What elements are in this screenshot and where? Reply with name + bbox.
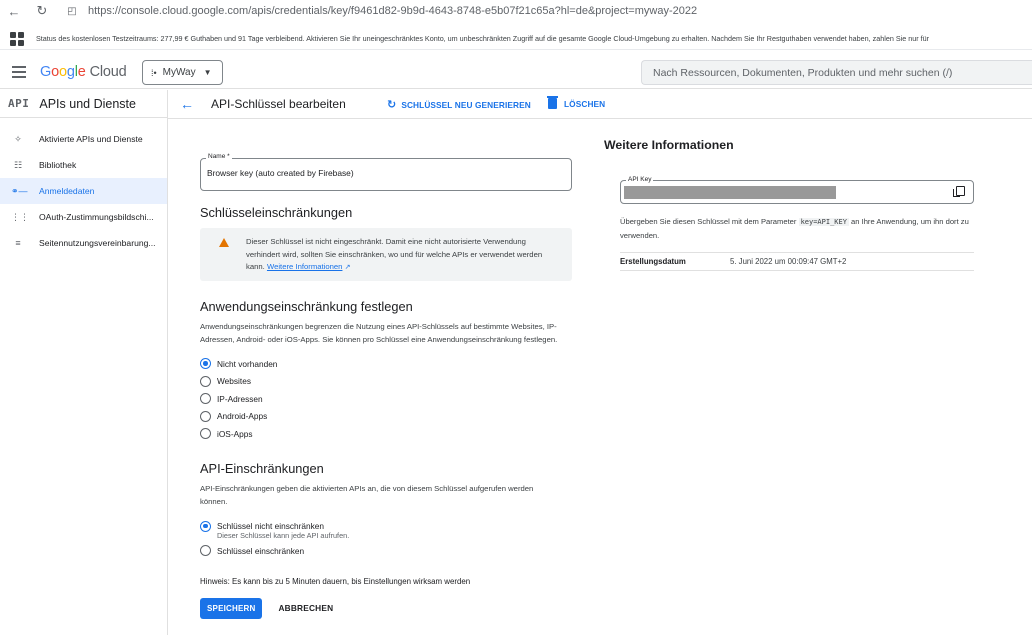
trial-status-text: Status des kostenlosen Testzeitraums: 277,99 € Guthaben und 91 Tage verbleibend. Aktivieren Sie Ihr uneingeschränktes Konto, um unbeschränkten Zugriff auf die gesamte Google Cloud-Umgebung zu erhalten. Nachdem Sie Ihr Restguthaben verwendet haben, zahlen Sie nur für — [36, 34, 930, 43]
form-actions — [200, 598, 572, 619]
application-restriction-options — [200, 355, 572, 443]
api-key-parameter: key=API_KEY — [800, 218, 847, 226]
info-heading: Weitere Informationen — [604, 138, 734, 152]
edit-key-form — [200, 148, 572, 619]
api-option-restrict[interactable]: Schlüssel einschränken — [200, 542, 572, 560]
api-key-label: API Key — [628, 176, 652, 183]
regenerate-key-button[interactable]: ↻ SCHLÜSSEL NEU GENERIEREN — [387, 99, 531, 111]
external-link-icon: ↗ — [344, 264, 351, 271]
api-logo-icon: API — [8, 97, 30, 110]
trash-icon — [548, 98, 557, 109]
radio-selected[interactable] — [200, 521, 211, 532]
radio[interactable] — [200, 428, 211, 439]
console-header — [0, 56, 1032, 89]
app-option-websites[interactable]: Websites — [200, 373, 572, 391]
sidebar-item-page-usage[interactable]: ≡ Seitennutzungsvereinbarung... — [0, 230, 167, 256]
back-icon[interactable]: ← — [7, 3, 21, 19]
app-option-none[interactable]: Nicht vorhanden — [200, 355, 572, 373]
menu-icon[interactable] — [12, 66, 26, 78]
api-key-field — [620, 176, 974, 204]
enabled-apis-icon: ✧ — [14, 133, 22, 144]
oauth-icon: ⋮⋮ — [11, 211, 29, 222]
project-name: MyWay — [162, 67, 196, 78]
cancel-button[interactable]: ABBRECHEN — [278, 603, 334, 613]
radio[interactable] — [200, 393, 211, 404]
apps-grid-icon — [10, 32, 24, 46]
lock-icon[interactable]: ◰ — [67, 5, 77, 17]
name-field[interactable] — [200, 153, 572, 191]
api-restriction-options — [200, 518, 572, 560]
masked-api-key — [624, 186, 836, 199]
browser-toolbar — [0, 0, 1032, 22]
sidebar-item-credentials[interactable]: ⚭— Anmeldedaten — [0, 178, 167, 204]
application-restriction-description: Anwendungseinschränkungen begrenzen die Nutzung eines API-Schlüssels auf bestimmte Websites, IP-Adressen, Android- oder iOS-Apps. Sie können pro Schlüssel eine Anwendungseinschränkung festlegen. — [200, 322, 558, 344]
google-cloud-logo[interactable]: Google Cloud — [40, 64, 127, 80]
radio[interactable] — [200, 545, 211, 556]
delete-button[interactable]: LÖSCHEN — [548, 98, 605, 109]
name-label: Name * — [208, 153, 230, 160]
name-input[interactable] — [207, 168, 562, 178]
copy-icon[interactable] — [956, 186, 965, 196]
search-box[interactable] — [641, 60, 1032, 85]
sidebar — [0, 90, 168, 635]
sidebar-header — [0, 90, 167, 118]
address-bar[interactable]: https://console.cloud.google.com/apis/credentials/key/f9461d82-9b9d-4643-8748-e5b07f21c65a?hl=de&project=myway-2022 — [88, 5, 698, 17]
creation-date-value: 5. Juni 2022 um 00:09:47 GMT+2 — [730, 257, 847, 266]
project-selector[interactable] — [142, 60, 223, 85]
radio-selected[interactable] — [200, 358, 211, 369]
back-arrow-icon[interactable]: ← — [180, 96, 194, 112]
app-option-ios[interactable]: iOS-Apps — [200, 425, 572, 443]
reload-icon[interactable]: ↻ — [36, 3, 48, 18]
api-option-unrestricted-hint: Dieser Schlüssel kann jede API aufrufen. — [217, 531, 350, 540]
search-input[interactable] — [653, 67, 1032, 79]
unrestricted-warning — [200, 228, 572, 281]
api-option-unrestricted[interactable]: Schlüssel nicht einschränken — [200, 518, 572, 536]
info-panel — [604, 138, 976, 266]
refresh-icon: ↻ — [387, 99, 397, 111]
chevron-down-icon: ▼ — [203, 68, 212, 77]
project-icon: ⁞• — [151, 67, 157, 78]
sidebar-item-enabled-apis[interactable]: ✧ Aktivierte APIs und Dienste — [0, 126, 167, 152]
radio[interactable] — [200, 411, 211, 422]
save-button[interactable]: SPEICHERN — [200, 598, 262, 619]
sidebar-item-library[interactable]: ☷ Bibliothek — [0, 152, 167, 178]
sidebar-item-oauth-consent[interactable]: ⋮⋮ OAuth-Zustimmungsbildschi... — [11, 211, 154, 222]
api-restrictions-description: API-Einschränkungen geben die aktivierten APIs an, die von diesem Schlüssel aufgerufen werden können. — [200, 483, 534, 506]
app-option-android[interactable]: Android-Apps — [200, 408, 572, 426]
settings-delay-note: Hinweis: Es kann bis zu 5 Minuten dauern, bis Einstellungen wirksam werden — [200, 576, 471, 586]
library-icon: ☷ — [13, 159, 23, 170]
page-title: API-Schlüssel bearbeiten — [211, 97, 346, 111]
settings-list-icon: ≡ — [15, 238, 21, 248]
warning-icon — [219, 238, 229, 247]
application-restriction-heading: Anwendungseinschränkung festlegen — [200, 299, 413, 314]
api-key-usage-text: Übergeben Sie diesen Schlüssel mit dem Parameter key=API_KEY an Ihre Anwendung, um ihn dort zu verwenden. — [620, 217, 969, 240]
radio[interactable] — [200, 376, 211, 387]
action-bar — [168, 90, 1032, 119]
creation-date-row — [620, 252, 974, 271]
key-icon: ⚭— — [11, 185, 28, 196]
key-restrictions-heading: Schlüsseleinschränkungen — [200, 205, 353, 220]
trial-status-banner — [0, 28, 1032, 50]
learn-more-link[interactable]: Weitere Informationen — [266, 262, 343, 271]
warning-text: Dieser Schlüssel ist nicht eingeschränkt. Damit eine nicht autorisierte Verwendung verhindert wird, sollten Sie einschränken, wo und für welche APIs er verwendet werden kann. — [246, 237, 543, 271]
sidebar-title: APIs und Dienste — [39, 96, 136, 111]
api-restrictions-heading: API-Einschränkungen — [200, 460, 324, 476]
creation-date-label: Erstellungsdatum — [620, 257, 686, 266]
app-option-ip-addresses[interactable]: IP-Adressen — [200, 390, 572, 408]
